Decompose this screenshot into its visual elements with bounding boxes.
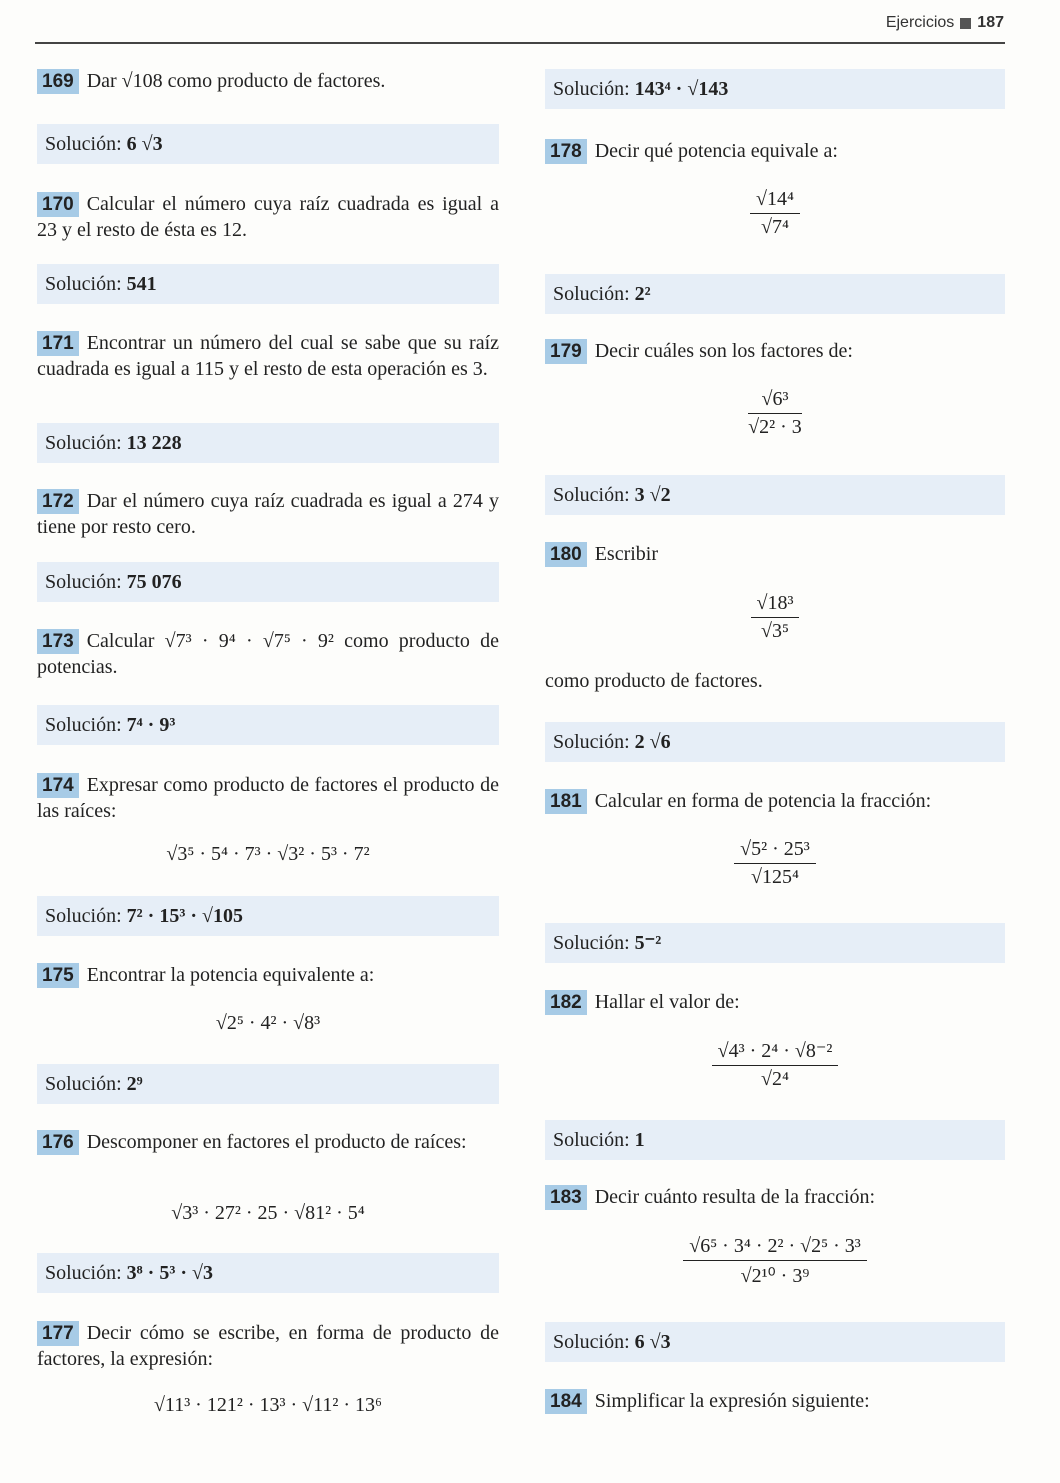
solution-182 [545,1120,1005,1160]
solution-value: 541 [126,273,157,295]
solution-value: 6 √3 [634,1331,671,1353]
numerator: √6³ [748,388,802,414]
exercise-text: Calcular √7³ · 9⁴ · √7⁵ · 9² como producto de potencias. [37,630,499,678]
section-title: Ejercicios [885,14,955,31]
exercise-173 [37,628,499,680]
solution-177 [545,69,1005,109]
solution-value: 7⁴ · 9³ [126,714,176,736]
math-expression: √11³ · 121² · 13³ · √11² · 13⁶ [153,1394,383,1416]
fraction-181 [545,838,1005,889]
denominator: √125⁴ [751,866,799,888]
exercise-number: 178 [545,139,587,164]
denominator: √2¹⁰ · 3⁹ [740,1265,810,1287]
solution-label: Solución: [553,1129,630,1151]
exercise-171 [37,330,499,382]
solution-value: 2² [634,283,651,305]
solution-label: Solución: [553,78,630,100]
exercise-number: 181 [545,789,587,814]
solution-value: 3 √2 [634,484,671,506]
math-expression: √3³ · 27² · 25 · √81² · 5⁴ [171,1202,365,1224]
numerator: √14⁴ [750,188,800,214]
exercise-number: 182 [545,990,587,1015]
exercise-174 [37,772,499,824]
exercise-text: Descomponer en factores el producto de raíces: [86,1131,467,1153]
exercise-number: 169 [37,69,79,94]
exercise-text: Dar el número cuya raíz cuadrada es igual a 274 y tiene por resto cero. [37,490,499,538]
solution-label: Solución: [553,731,630,753]
exercise-text: Decir cuáles son los factores de: [594,340,853,362]
solution-value: 2⁹ [126,1073,143,1095]
solution-label: Solución: [45,1262,122,1284]
exercise-178 [545,138,1005,164]
fraction-182 [545,1038,1005,1091]
solution-181 [545,923,1005,963]
exercise-text: Encontrar la potencia equivalente a: [86,964,375,986]
solution-180 [545,722,1005,762]
solution-179 [545,475,1005,515]
numerator: √18³ [751,592,800,618]
exercise-number: 176 [37,1130,79,1155]
exercise-182 [545,989,1005,1015]
exercise-number: 174 [37,773,79,798]
solution-label: Solución: [553,932,630,954]
numerator: √5² · 25³ [734,838,816,864]
exercise-number: 170 [37,192,79,217]
solution-value: 6 √3 [126,133,163,155]
exercise-179 [545,338,1005,364]
math-expression: √3⁵ · 5⁴ · 7³ · √3² · 5³ · 7² [166,843,370,865]
solution-175 [37,1064,499,1104]
header-rule [35,42,1005,44]
solution-value: 143⁴ · √143 [634,78,729,100]
solution-183 [545,1322,1005,1362]
solution-value: 3⁸ · 5³ · √3 [126,1262,213,1284]
math-expression: √2⁵ · 4² · √8³ [215,1012,321,1034]
exercise-181 [545,788,1005,814]
solution-value: 1 [634,1129,645,1151]
exercise-183 [545,1184,1005,1210]
solution-label: Solución: [45,571,122,593]
exercise-text: Encontrar un número del cual se sabe que su raíz cuadrada es igual a 115 y el resto de esta operación es 3. [37,332,499,380]
fraction-178 [545,188,1005,239]
solution-label: Solución: [45,133,122,155]
solution-label: Solución: [45,432,122,454]
exercise-text: Dar √108 como producto de factores. [86,70,386,92]
exercise-169 [37,68,499,94]
exercise-number: 179 [545,339,587,364]
square-icon [960,18,971,29]
solution-value: 7² · 15³ · √105 [126,905,243,927]
denominator: √3⁵ [761,620,789,642]
exercise-number: 183 [545,1185,587,1210]
solution-178 [545,274,1005,314]
solution-value: 13 228 [126,432,182,454]
denominator: √7⁴ [761,216,789,238]
fraction-180 [545,592,1005,643]
page-header [886,14,1004,32]
solution-label: Solución: [45,714,122,736]
denominator: √2⁴ [761,1068,789,1090]
solution-label: Solución: [553,484,630,506]
exercise-number: 184 [545,1389,587,1414]
solution-label: Solución: [553,1331,630,1353]
exercise-184 [545,1388,1005,1414]
exercise-text: Simplificar la expresión siguiente: [594,1390,870,1412]
denominator: √2² · 3 [748,416,802,438]
numerator: √6⁵ · 3⁴ · 2² · √2⁵ · 3³ [683,1235,867,1261]
exercise-177 [37,1320,499,1372]
solution-173 [37,705,499,745]
solution-label: Solución: [45,1073,122,1095]
solution-label: Solución: [45,273,122,295]
exercise-number: 172 [37,489,79,514]
exercise-text: Decir cómo se escribe, en forma de producto de factores, la expresión: [37,1322,499,1370]
page-number: 187 [977,14,1004,31]
solution-176 [37,1253,499,1293]
exercise-text: Expresar como producto de factores el producto de las raíces: [37,774,499,822]
exercise-text: Hallar el valor de: [594,991,740,1013]
exercise-number: 177 [37,1321,79,1346]
solution-value: 75 076 [126,571,182,593]
solution-171 [37,423,499,463]
exercise-number: 173 [37,629,79,654]
exercise-text: Escribir [594,543,659,565]
exercise-172 [37,488,499,540]
exercise-text: Calcular en forma de potencia la fracción: [594,790,932,812]
solution-value: 2 √6 [634,731,671,753]
exercise-175 [37,962,499,988]
exercise-text: Decir qué potencia equivale a: [594,140,838,162]
numerator: √4³ · 2⁴ · √8⁻² [712,1038,839,1066]
fraction-179 [545,388,1005,439]
fraction-183 [545,1235,1005,1288]
solution-169 [37,124,499,164]
exercise-text: Decir cuánto resulta de la fracción: [594,1186,876,1208]
solution-label: Solución: [553,283,630,305]
exercise-176 [37,1129,499,1155]
exercise-180 [545,541,1005,567]
exercise-number: 175 [37,963,79,988]
solution-label: Solución: [45,905,122,927]
exercise-number: 180 [545,542,587,567]
solution-170 [37,264,499,304]
exercise-number: 171 [37,331,79,356]
exercise-text: Calcular el número cuya raíz cuadrada es igual a 23 y el resto de ésta es 12. [37,193,499,241]
exercise-170 [37,191,499,243]
solution-174 [37,896,499,936]
solution-172 [37,562,499,602]
exercise-text-after: como producto de factores. [545,670,763,692]
solution-value: 5⁻² [634,932,662,954]
